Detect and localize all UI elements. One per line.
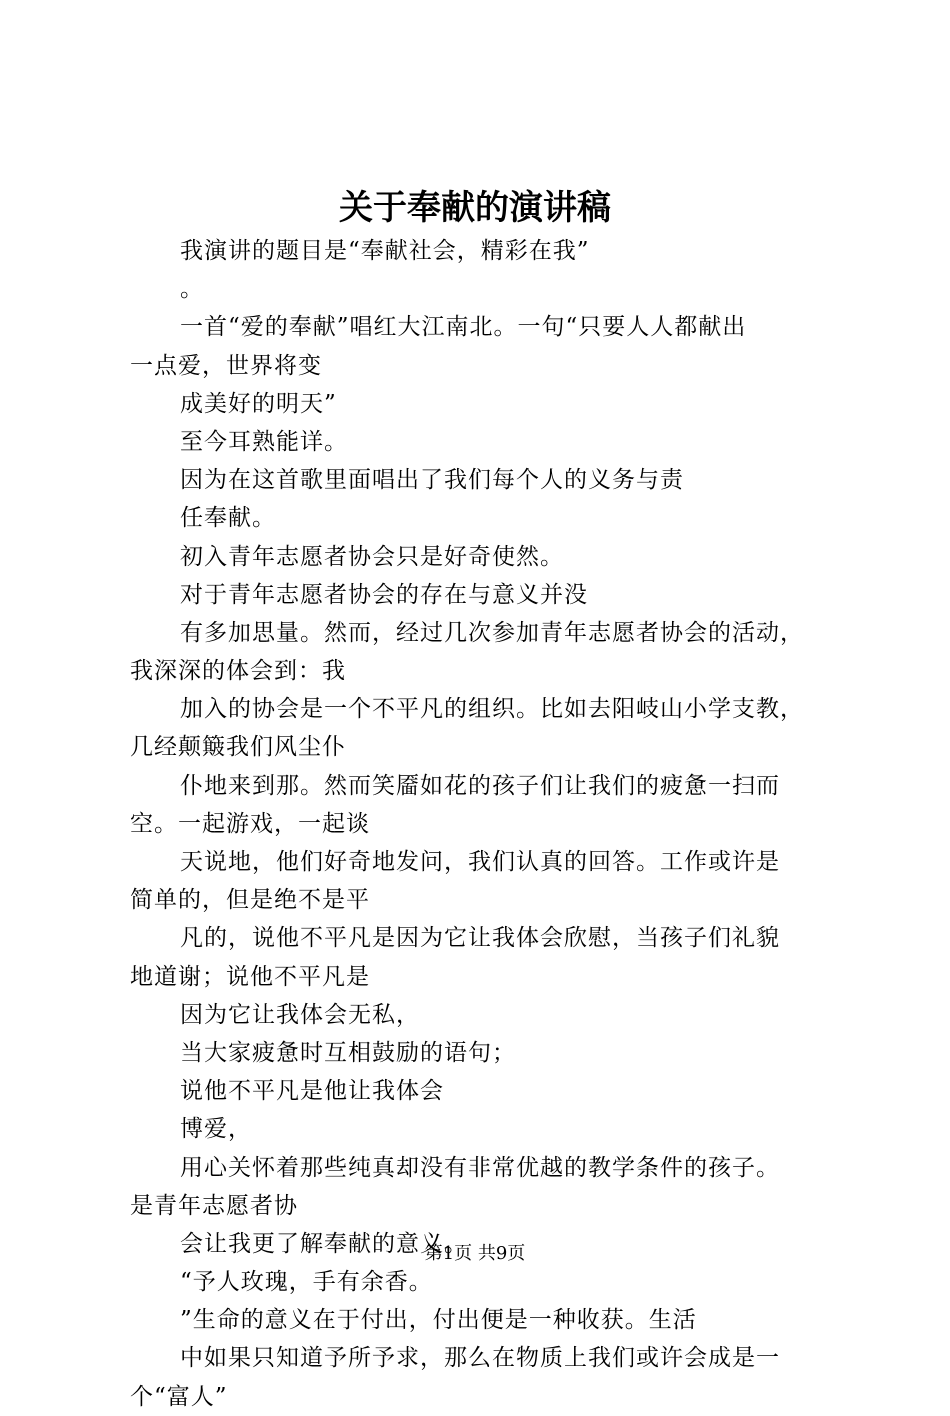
- text-line: 因为它让我体会无私，: [180, 1001, 420, 1028]
- text-line: 我演讲的题目是“奉献社会，精彩在我”: [180, 238, 590, 264]
- text-line: 中如果只知道予所予求，那么在物质上我们或许会成是一: [180, 1345, 780, 1372]
- text-line: 个“富人”: [130, 1383, 228, 1410]
- text-line: 有多加思量。然而，经过几次参加青年志愿者协会的活动，: [180, 619, 804, 646]
- document-body: [130, 232, 842, 1416]
- text-line: 至今耳熟能详。: [180, 428, 348, 455]
- text-line: 凡的，说他不平凡是因为它让我体会欣慰，当孩子们礼貌: [180, 925, 780, 952]
- page-title: 关于奉献的演讲稿: [339, 188, 611, 228]
- text-line: 因为在这首歌里面唱出了我们每个人的义务与责: [180, 467, 684, 494]
- text-line: 空。一起游戏，一起谈: [130, 810, 370, 837]
- text-line: 加入的协会是一个不平凡的组织。比如去阳岐山小学支教，: [180, 696, 804, 723]
- text-line: 是青年志愿者协: [130, 1192, 298, 1219]
- text-line: 天说地，他们好奇地发问，我们认真的回答。工作或许是: [180, 849, 780, 875]
- text-line: 对于青年志愿者协会的存在与意义并没: [180, 581, 588, 608]
- text-line: 说他不平凡是他让我体会: [180, 1078, 444, 1105]
- text-line: 会让我更了解奉献的意义。: [180, 1230, 468, 1257]
- text-line: 几经颠簸我们风尘仆: [130, 734, 346, 761]
- text-line: 成美好的明天”: [180, 390, 337, 417]
- text-line: 用心关怀着那些纯真却没有非常优越的教学条件的孩子。: [180, 1154, 780, 1181]
- text-line: “予人玫瑰，手有余香。: [180, 1269, 433, 1296]
- text-line: 任奉献。: [180, 505, 276, 532]
- text-line: 初入青年志愿者协会只是好奇使然。: [180, 543, 564, 570]
- text-line: 简单的，但是绝不是平: [130, 887, 370, 914]
- text-line: 当大家疲惫时互相鼓励的语句；: [180, 1039, 516, 1066]
- text-line: 一点爱，世界将变: [130, 352, 322, 379]
- text-line: 仆地来到那。然而笑靥如花的孩子们让我们的疲惫一扫而: [180, 772, 780, 799]
- text-line: 博爱，: [180, 1116, 252, 1143]
- text-line: 我深深的体会到：我: [130, 658, 346, 685]
- text-line: 。: [180, 276, 204, 303]
- page-footer: 第1页 共9页: [424, 1243, 526, 1264]
- text-line: 一首“爱的奉献”唱红大江南北。一句“只要人人都献出: [180, 314, 747, 341]
- text-line: ”生命的意义在于付出，付出便是一种收获。生活: [180, 1307, 697, 1334]
- text-line: 地道谢；说他不平凡是: [130, 963, 370, 990]
